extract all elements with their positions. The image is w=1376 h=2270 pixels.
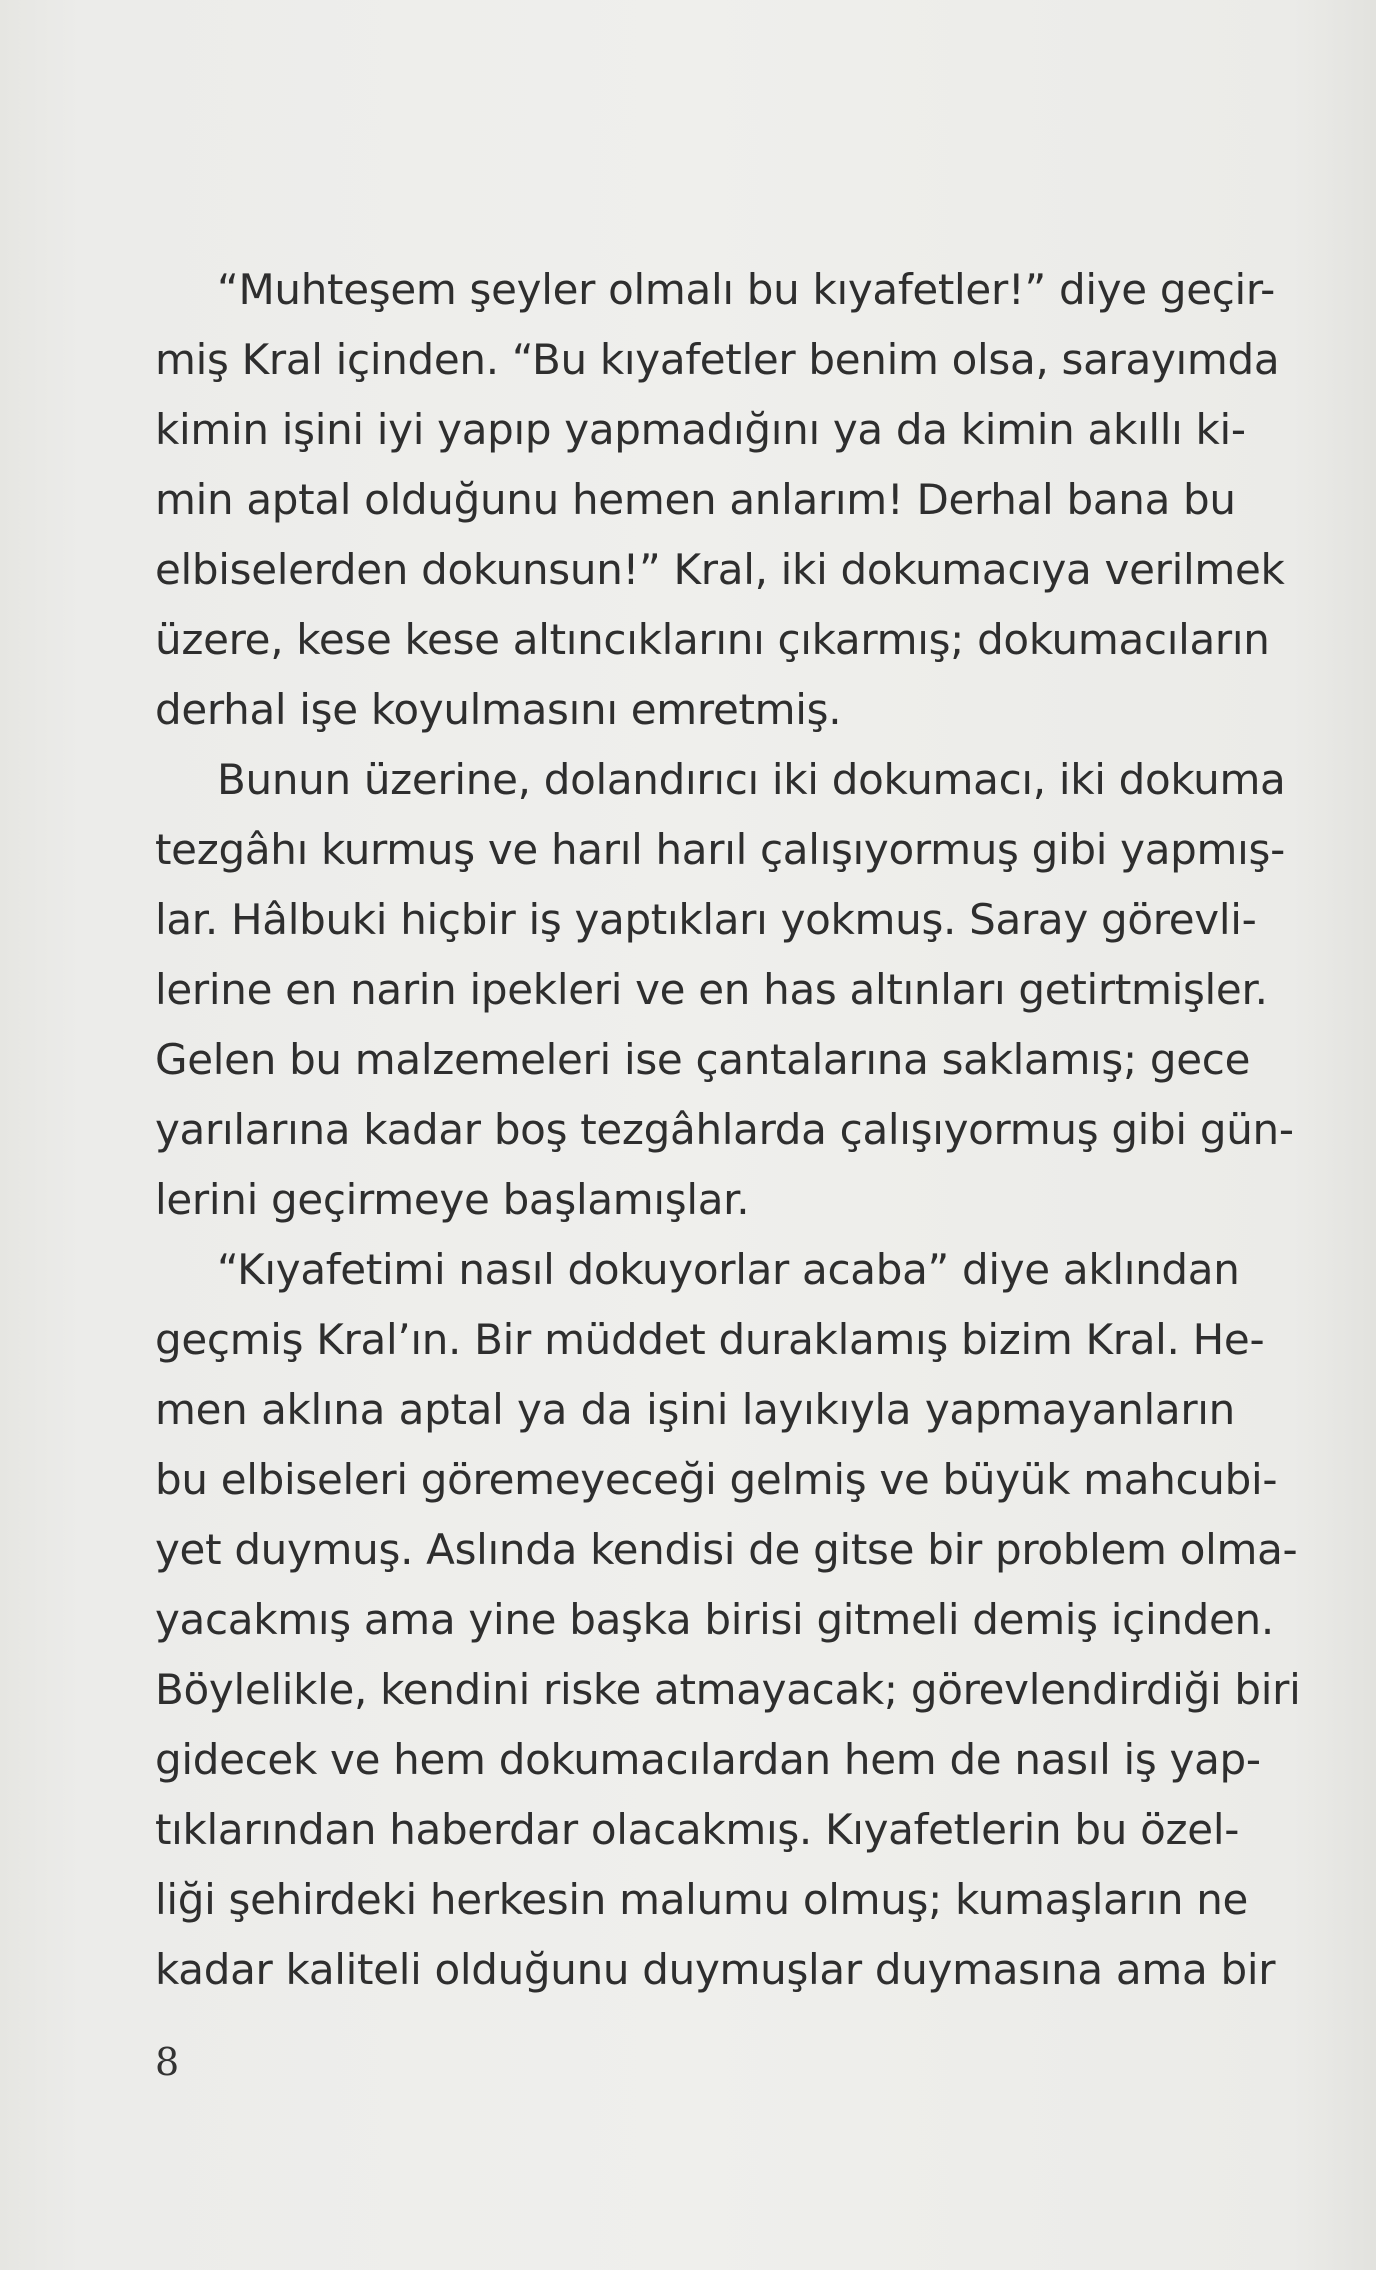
text-line: Böylelikle, kendini riske atmayacak; görevlendirdiği biri <box>155 1665 1301 1714</box>
text-line: derhal işe koyulmasını emretmiş. <box>155 685 842 734</box>
text-line: min aptal olduğunu hemen anlarım! Derhal bana bu <box>155 475 1236 524</box>
text-line: “Muhteşem şeyler olmalı bu kıyafetler!” diye geçir- <box>217 265 1276 314</box>
text-line: liği şehirdeki herkesin malumu olmuş; kumaşların ne <box>155 1875 1249 1924</box>
text-line: Gelen bu malzemeleri ise çantalarına saklamış; gece <box>155 1035 1251 1084</box>
body-text <box>155 255 1301 2005</box>
text-line: men aklına aptal ya da işini layıkıyla yapmayanların <box>155 1385 1235 1434</box>
text-line: lar. Hâlbuki hiçbir iş yaptıkları yokmuş. Saray görevli- <box>155 895 1257 944</box>
text-line: yet duymuş. Aslında kendisi de gitse bir problem olma- <box>155 1525 1298 1574</box>
text-line: tıklarından haberdar olacakmış. Kıyafetlerin bu özel- <box>155 1805 1240 1854</box>
text-line: kimin işini iyi yapıp yapmadığını ya da kimin akıllı ki- <box>155 405 1246 454</box>
text-line: üzere, kese kese altıncıklarını çıkarmış; dokumacıların <box>155 615 1270 664</box>
text-line: lerine en narin ipekleri ve en has altınları getirtmişler. <box>155 965 1268 1014</box>
text-line: bu elbiseleri göremeyeceği gelmiş ve büyük mahcubi- <box>155 1455 1278 1504</box>
text-line: kadar kaliteli olduğunu duymuşlar duymasına ama bir <box>155 1945 1276 1994</box>
text-line: “Kıyafetimi nasıl dokuyorlar acaba” diye aklından <box>217 1245 1240 1294</box>
text-line: lerini geçirmeye başlamışlar. <box>155 1175 750 1224</box>
text-line: yacakmış ama yine başka birisi gitmeli demiş içinden. <box>155 1595 1274 1644</box>
text-line: geçmiş Kral’ın. Bir müddet duraklamış bizim Kral. He- <box>155 1315 1265 1364</box>
text-line: miş Kral içinden. “Bu kıyafetler benim olsa, sarayımda <box>155 335 1280 384</box>
page-number: 8 <box>155 2040 180 2084</box>
text-line: elbiselerden dokunsun!” Kral, iki dokumacıya verilmek <box>155 545 1285 594</box>
text-line: gidecek ve hem dokumacılardan hem de nasıl iş yap- <box>155 1735 1261 1784</box>
text-line: yarılarına kadar boş tezgâhlarda çalışıyormuş gibi gün- <box>155 1105 1294 1154</box>
text-line: tezgâhı kurmuş ve harıl harıl çalışıyormuş gibi yapmış- <box>155 825 1285 874</box>
text-line: Bunun üzerine, dolandırıcı iki dokumacı, iki dokuma <box>217 755 1286 804</box>
